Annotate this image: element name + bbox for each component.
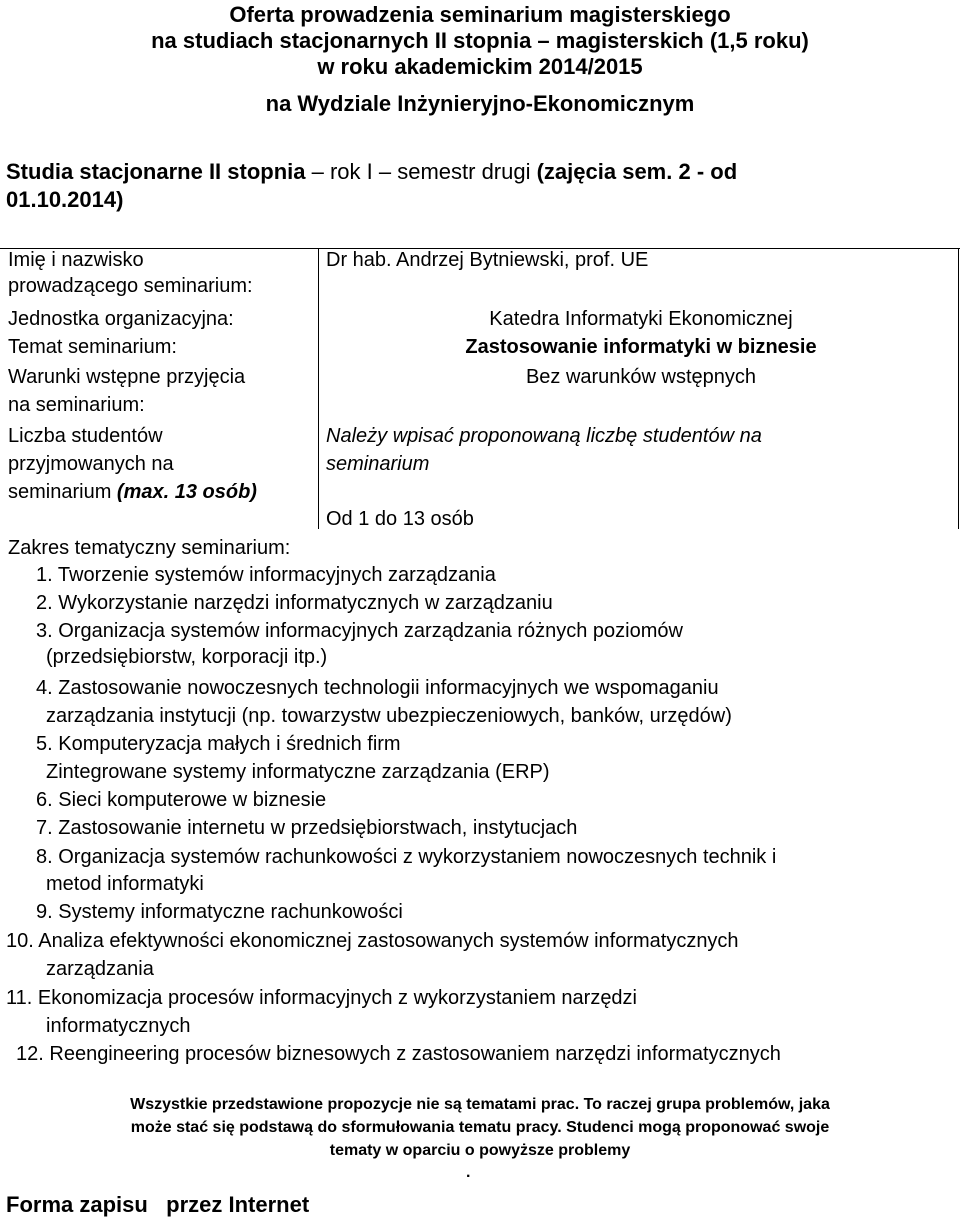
- note-line-2: może stać się podstawą do sformułowania tematu pracy. Studenci mogą proponować swoje: [130, 1119, 830, 1136]
- scope-item-10-cont: zarządzania: [46, 958, 154, 980]
- scope-item-number: 6.: [36, 789, 53, 811]
- scope-item-text: Reengineering procesów biznesowych z zastosowaniem narzędzi informatycznych: [49, 1043, 781, 1065]
- study-date: (zajęcia sem. 2 - od: [536, 159, 738, 184]
- label-supervisor-2: prowadzącego seminarium:: [8, 275, 253, 297]
- scope-item-number: 2.: [36, 592, 53, 614]
- table-right-border: [958, 249, 959, 529]
- scope-item-2: [36, 590, 553, 616]
- study-type: Studia stacjonarne II stopnia: [6, 159, 306, 184]
- title-line-3: w roku akademickim 2014/2015: [317, 54, 643, 79]
- label-requirements-1: Warunki wstępne przyjęcia: [8, 366, 246, 388]
- scope-item-text: Tworzenie systemów informacyjnych zarządzania: [57, 564, 496, 586]
- scope-item-3: [36, 618, 683, 644]
- scope-item-text: Ekonomizacja procesów informacyjnych z wykorzystaniem narzędzi: [37, 987, 638, 1009]
- value-count-note-1: Należy wpisać proponowaną liczbę studentów na: [326, 425, 762, 447]
- label-requirements-2: na seminarium:: [8, 394, 145, 416]
- scope-item-number: 10.: [6, 930, 34, 952]
- note-line-1: Wszystkie przedstawione propozycje nie są tematami prac. To raczej grupa problemów, jaka: [130, 1096, 830, 1113]
- scope-item-3-cont: (przedsiębiorstw, korporacji itp.): [46, 646, 328, 668]
- label-count-2: przyjmowanych na: [8, 453, 174, 475]
- scope-item-text: Analiza efektywności ekonomicznej zastosowanych systemów informatycznych: [38, 930, 739, 952]
- study-line: [6, 159, 737, 185]
- value-requirements: Bez warunków wstępnych: [525, 366, 757, 388]
- scope-item-10: [6, 928, 739, 954]
- label-count-3: [8, 479, 257, 505]
- scope-item-4-cont: zarządzania instytucji (np. towarzystw ubezpieczeniowych, banków, urzędów): [46, 705, 732, 727]
- scope-item-1: [36, 562, 496, 588]
- scope-item-text: Systemy informatyczne rachunkowości: [58, 901, 403, 923]
- scope-item-number: 1.: [36, 564, 53, 586]
- scope-item-text: Organizacja systemów informacyjnych zarządzania różnych poziomów: [58, 620, 683, 642]
- value-supervisor: Dr hab. Andrzej Bytniewski, prof. UE: [326, 249, 649, 271]
- label-count-3a: seminarium: [8, 481, 117, 503]
- scope-item-6: [36, 787, 326, 813]
- scope-item-text: Wykorzystanie narzędzi informatycznych w zarządzaniu: [58, 592, 553, 614]
- scope-item-number: 7.: [36, 817, 53, 839]
- title-line-4: na Wydziale Inżynieryjno-Ekonomicznym: [265, 91, 695, 116]
- study-year: – rok I – semestr drugi: [305, 159, 537, 184]
- scope-item-number: 11.: [6, 987, 33, 1009]
- label-unit: Jednostka organizacyjna:: [8, 308, 234, 330]
- note-line-3: tematy w oparciu o powyższe problemy: [329, 1142, 631, 1159]
- scope-item-5-cont: Zintegrowane systemy informatyczne zarządzania (ERP): [46, 761, 550, 783]
- scope-item-number: 4.: [36, 677, 53, 699]
- value-count: Od 1 do 13 osób: [326, 508, 474, 530]
- title-line-1: Oferta prowadzenia seminarium magisterskiego: [229, 2, 731, 27]
- footer-line: [6, 1192, 309, 1218]
- scope-item-text: Organizacja systemów rachunkowości z wykorzystaniem nowoczesnych technik i: [58, 846, 777, 868]
- footer-value: przez Internet: [166, 1192, 310, 1217]
- study-date-cont: 01.10.2014): [6, 187, 124, 212]
- scope-item-number: 5.: [36, 733, 53, 755]
- scope-item-12: [16, 1041, 781, 1067]
- scope-item-number: 12.: [16, 1043, 44, 1065]
- scope-item-11-cont: informatycznych: [46, 1015, 191, 1037]
- value-topic: Zastosowanie informatyki w biznesie: [465, 336, 817, 358]
- value-unit: Katedra Informatyki Ekonomicznej: [489, 308, 793, 330]
- scope-item-text: Zastosowanie internetu w przedsiębiorstwach, instytucjach: [58, 817, 578, 839]
- footer-label: Forma zapisu: [6, 1192, 148, 1217]
- scope-item-text: Sieci komputerowe w biznesie: [58, 789, 327, 811]
- value-count-note-2: seminarium: [326, 453, 430, 475]
- label-topic: Temat seminarium:: [8, 336, 177, 358]
- note-dot: .: [466, 1164, 471, 1181]
- scope-item-4: [36, 675, 719, 701]
- label-supervisor-1: Imię i nazwisko: [8, 249, 144, 271]
- scope-item-5: [36, 731, 401, 757]
- scope-item-8-cont: metod informatyki: [46, 873, 204, 895]
- scope-item-9: [36, 899, 403, 925]
- label-count-max: (max. 13 osób): [116, 481, 257, 503]
- table-column-divider: [318, 249, 319, 529]
- scope-item-number: 8.: [36, 846, 53, 868]
- title-line-2: na studiach stacjonarnych II stopnia – magisterskich (1,5 roku): [151, 28, 809, 53]
- scope-item-number: 3.: [36, 620, 53, 642]
- scope-item-text: Zastosowanie nowoczesnych technologii informacyjnych we wspomaganiu: [58, 677, 719, 699]
- scope-item-8: [36, 844, 776, 870]
- scope-title: Zakres tematyczny seminarium:: [8, 537, 291, 559]
- label-count-1: Liczba studentów: [8, 425, 163, 447]
- scope-item-11: [6, 985, 637, 1011]
- scope-item-7: [36, 815, 577, 841]
- scope-item-text: Komputeryzacja małych i średnich firm: [58, 733, 401, 755]
- scope-item-number: 9.: [36, 901, 53, 923]
